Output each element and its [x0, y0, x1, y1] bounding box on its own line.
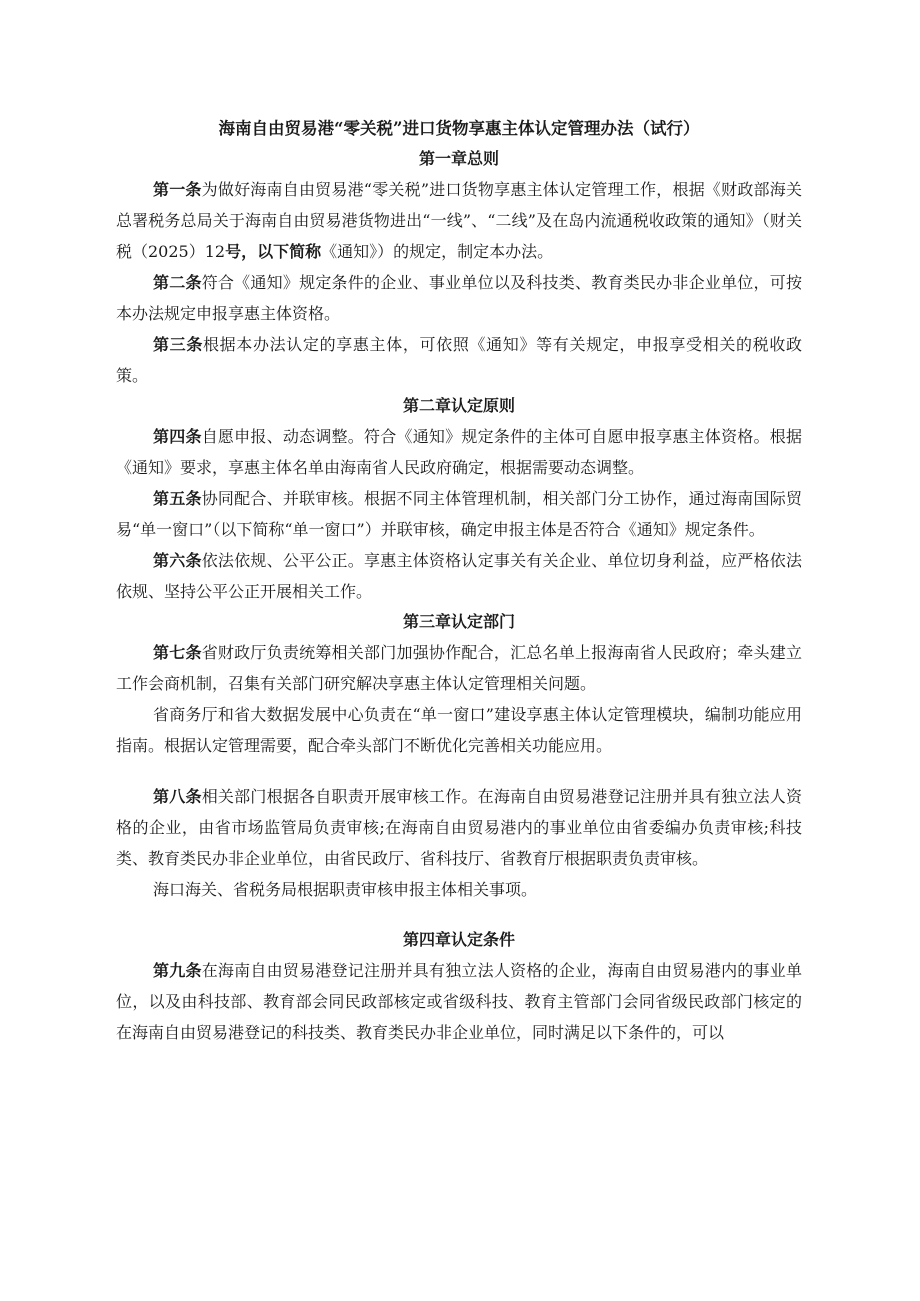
chapter-2-heading: 第二章认定原则 — [402, 396, 515, 415]
article-8-label: 第八条 — [153, 787, 202, 806]
article-1-text: 为做好海南自由贸易港“零关税”进口货物享惠主体认定管理工作，根据《财政部海关总署税务总局关于海南自由贸易港货物进出“一线”、“二线”及在岛内流通税收政策的通知》（财关税（2025）12 — [116, 180, 802, 261]
article-2 — [116, 267, 802, 329]
article-8 — [116, 781, 802, 874]
article-7-label: 第七条 — [153, 643, 202, 662]
article-3-label: 第三条 — [153, 335, 203, 354]
article-1-tail: 《通知》）的规定，制定本办法。 — [321, 242, 554, 261]
article-2-text: 符合《通知》规定条件的企业、事业单位以及科技类、教育类民办非企业单位，可按本办法规定申报享惠主体资格。 — [116, 273, 802, 323]
article-5-label: 第五条 — [153, 489, 202, 508]
spacer — [116, 761, 802, 781]
article-4-text: 自愿申报、动态调整。符合《通知》规定条件的主体可自愿申报享惠主体资格。根据《通知》要求，享惠主体名单由海南省人民政府确定，根据需要动态调整。 — [116, 427, 802, 477]
article-9-label: 第九条 — [153, 961, 202, 980]
article-3-text: 根据本办法认定的享惠主体，可依照《通知》等有关规定，申报享受相关的税收政策。 — [116, 335, 802, 385]
article-7-paragraph-2-text: 省商务厅和省大数据发展中心负责在“单一窗口”建设享惠主体认定管理模块，编制功能应用指南。根据认定管理需要，配合牵头部门不断优化完善相关功能应用。 — [116, 705, 802, 755]
article-4 — [116, 421, 802, 483]
article-5 — [116, 483, 802, 545]
chapter-4-heading: 第四章认定条件 — [402, 930, 515, 949]
article-6-text: 依法依规、公平公正。享惠主体资格认定事关有关企业、单位切身利益，应严格依法依规、坚持公平公正开展相关工作。 — [116, 551, 802, 601]
article-7 — [116, 637, 802, 699]
article-7-paragraph-2 — [116, 699, 802, 761]
article-1 — [116, 174, 802, 267]
chapter-3-heading: 第三章认定部门 — [402, 612, 515, 631]
article-5-text: 协同配合、并联审核。根据不同主体管理机制，相关部门分工协作，通过海南国际贸易“单一窗口”（以下简称“单一窗口”）并联审核，确定申报主体是否符合《通知》规定条件。 — [116, 489, 802, 539]
article-8-text: 相关部门根据各自职责开展审核工作。在海南自由贸易港登记注册并具有独立法人资格的企业，由省市场监管局负责审核;在海南自由贸易港内的事业单位由省委编办负责审核;科技类、教育类民办非企业单位，由省民政厅、省科技厅、省教育厅根据职责负责审核。 — [116, 787, 802, 868]
article-1-hao: 号，以下简称 — [225, 242, 322, 261]
article-3 — [116, 329, 802, 391]
article-9 — [116, 955, 802, 1048]
article-2-label: 第二条 — [153, 273, 202, 292]
article-6-label: 第六条 — [153, 551, 202, 570]
article-9-text: 在海南自由贸易港登记注册并具有独立法人资格的企业，海南自由贸易港内的事业单位，以及由科技部、教育部会同民政部核定或省级科技、教育主管部门会同省级民政部门核定的在海南自由贸易港登记的科技类、教育类民办非企业单位，同时满足以下条件的，可以 — [116, 961, 802, 1042]
document-title: 海南自由贸易港“零关税”进口货物享惠主体认定管理办法（试行） — [218, 119, 700, 138]
document-body — [116, 114, 802, 1048]
article-7-text: 省财政厅负责统筹相关部门加强协作配合，汇总名单上报海南省人民政府；牵头建立工作会商机制，召集有关部门研究解决享惠主体认定管理相关问题。 — [116, 643, 802, 693]
chapter-1-heading: 第一章总则 — [418, 149, 499, 168]
article-4-label: 第四条 — [153, 427, 202, 446]
article-6 — [116, 545, 802, 607]
spacer — [116, 905, 802, 925]
article-8-paragraph-2 — [116, 874, 802, 905]
article-8-paragraph-2-text: 海口海关、省税务局根据职责审核申报主体相关事项。 — [153, 880, 538, 899]
article-1-label: 第一条 — [153, 180, 202, 199]
